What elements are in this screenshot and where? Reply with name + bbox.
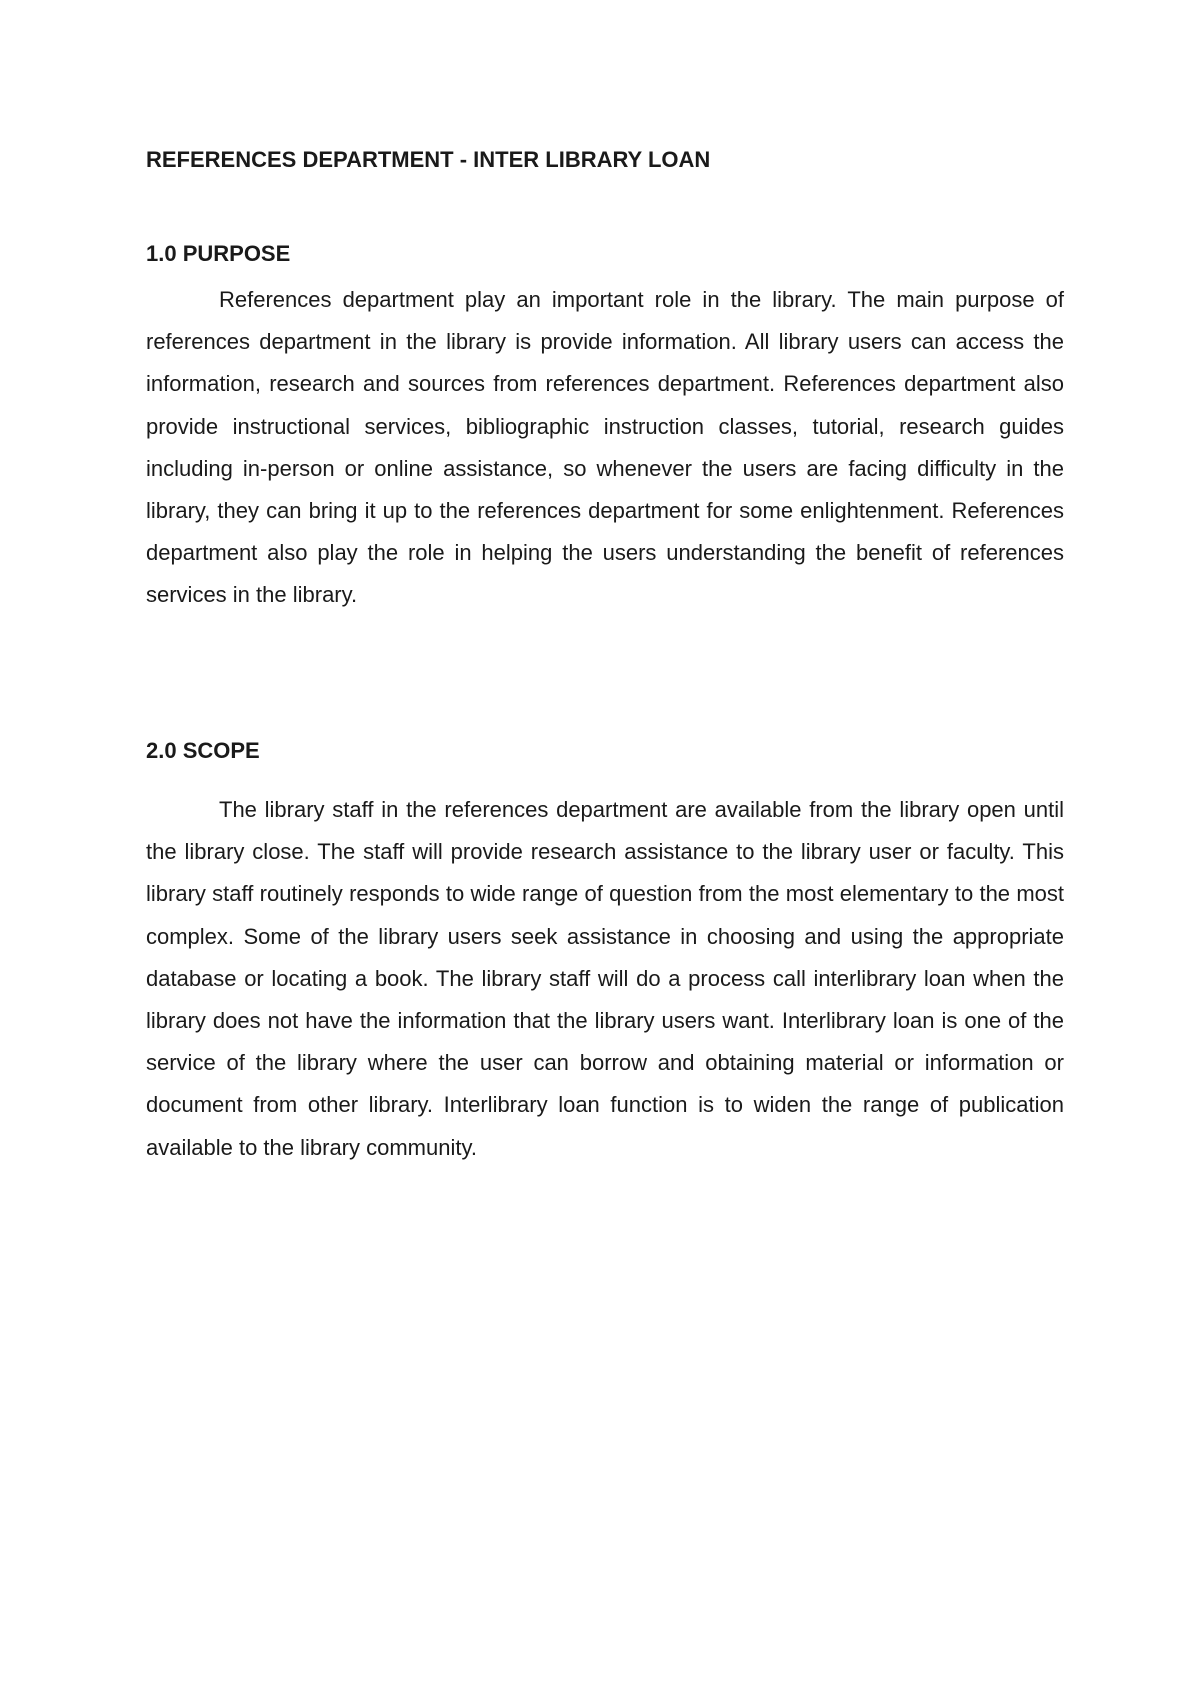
section-body-purpose: References department play an important role in the library. The main purpose of references department in the library is provide information. All library users can access the information, research and sources from references department. References department also provide instructional services, bibliographic instruction classes, tutorial, research guides including in-person or online assistance, so whenever the users are facing difficulty in the library, they can bring it up to the references department for some enlightenment. References department also play the role in helping the users understanding the benefit of references services in the library. (146, 287, 1064, 608)
document-title: REFERENCES DEPARTMENT - INTER LIBRARY LOAN (146, 147, 711, 172)
section-heading-purpose: 1.0 PURPOSE (146, 241, 291, 266)
section-heading-scope: 2.0 SCOPE (146, 738, 260, 763)
section-body-scope: The library staff in the references department are available from the library open until the library close. The staff will provide research assistance to the library user or faculty. This library staff routinely responds to wide range of question from the most elementary to the most complex. Some of the library users seek assistance in choosing and using the appropriate database or locating a book. The library staff will do a process call interlibrary loan when the library does not have the information that the library users want. Interlibrary loan is one of the service of the library where the user can borrow and obtaining material or information or document from other library. Interlibrary loan function is to widen the range of publication available to the library community. (146, 797, 1064, 1160)
